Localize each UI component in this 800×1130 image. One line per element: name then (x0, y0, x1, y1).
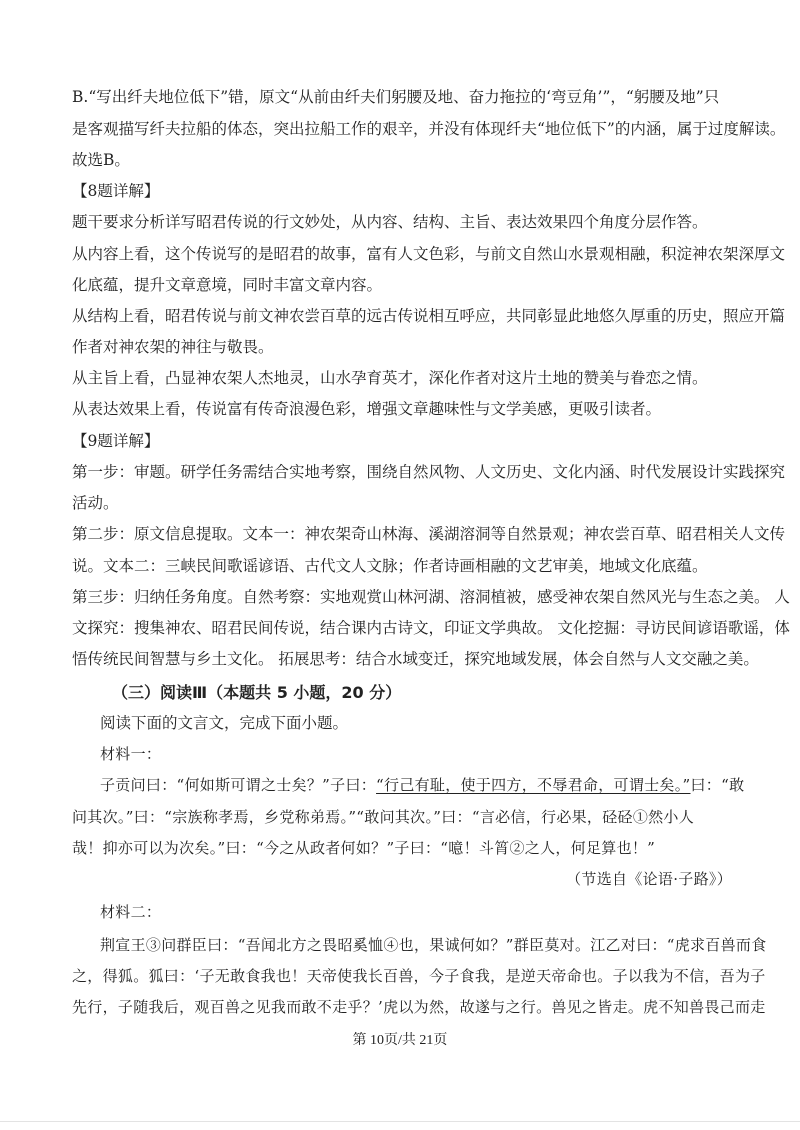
material-1-line-3: 哉！抑亦可以为次矣。”曰：“今之从政者何如？”子曰：“噫！斗筲②之人，何足算也！” (72, 839, 656, 857)
q8-line-1: 题干要求分析详写昭君传说的行文妙处，从内容、结构、主旨、表达效果四个角度分层作答。 (72, 213, 708, 231)
q8-line-3: 化底蕴，提升文章意境，同时丰富文章内容。 (72, 276, 383, 294)
q9-line-5: 第三步：归纳任务角度。自然考察：实地观赏山林河湖、溶洞植被，感受神农架自然风光与生态之美。 人 (72, 588, 790, 606)
q8-line-2: 从内容上看，这个传说写的是昭君的故事，富有人文色彩，与前文自然山水景观相融，积淀神农架深厚文 (72, 245, 786, 263)
material-1-line-2: 问其次。”曰：“宗族称孝焉，乡党称弟焉。”“敢问其次。”曰：“言必信，行必果，硁硁①然小人 (72, 808, 695, 826)
material-1-label: 材料一： (100, 745, 162, 763)
q8-header: 【8题详解】 (72, 182, 160, 200)
section-instruction: 阅读下面的文言文，完成下面小题。 (100, 714, 349, 732)
q9-line-6: 文探究：搜集神农、昭君民间传说，结合课内古诗文，印证文学典故。 文化挖掘：寻访民间谚语歌谣，体 (72, 619, 790, 637)
material-2-line-1: 荆宣王③问群臣曰：“吾闻北方之畏昭奚恤④也，果诚何如？”群臣莫对。江乙对曰：“虎求百兽而食 (100, 936, 767, 954)
material-1-line-1 (100, 774, 745, 796)
q7-answer: 故选B。 (72, 151, 130, 169)
q9-line-7: 悟传统民间智慧与乡土文化。 拓展思考：结合水域变迁，探究地域发展，体会自然与人文交融之美。 (72, 650, 759, 668)
material-2-line-2: 之，得狐。狐曰：‘子无敢食我也！天帝使我长百兽，今子食我，是逆天帝命也。子以我为不信，吾为子 (72, 967, 766, 985)
material-1-underlined-quote: “行己有耻，使于四方，不辱君命，可谓士矣。” (376, 776, 691, 794)
q8-line-4: 从结构上看，昭君传说与前文神农尝百草的远古传说相互呼应，共同彰显此地悠久厚重的历史，照应开篇 (72, 307, 786, 325)
q9-header: 【9题详解】 (72, 432, 160, 450)
q8-line-7: 从表达效果上看，传说富有传奇浪漫色彩，增强文章趣味性与文学美感，更吸引读者。 (72, 400, 662, 418)
q7-option-b-line-2: 是客观描写纤夫拉船的体态，突出拉船工作的艰辛，并没有体现纤夫“地位低下”的内涵，属于过度解读。 (72, 120, 786, 138)
q9-line-1: 第一步：审题。研学任务需结合实地考察，围绕自然风物、人文历史、文化内涵、时代发展设计实践探究 (72, 463, 786, 481)
q9-line-3: 第二步：原文信息提取。文本一：神农架奇山林海、溪湖溶洞等自然景观；神农尝百草、昭君相关人文传 (72, 525, 786, 543)
page-number: 第 10页/共 21页 (352, 1033, 448, 1048)
q8-line-6: 从主旨上看，凸显神农架人杰地灵，山水孕育英才，深化作者对这片土地的赞美与眷恋之情。 (72, 369, 708, 387)
q9-line-2: 活动。 (72, 494, 119, 512)
page-bottom-edge (0, 1121, 800, 1122)
q9-line-4: 说。文本二：三峡民间歌谣谚语、古代文人文脉；作者诗画相融的文艺审美，地域文化底蕴。 (72, 557, 708, 575)
material-1-line-1-part-b: 曰：“敢 (690, 776, 745, 794)
q8-line-5: 作者对神农架的神往与敬畏。 (72, 338, 274, 356)
material-1-source: （节选自《论语·子路》） (566, 870, 732, 888)
material-1-line-1-part-a: 子贡问曰：“何如斯可谓之士矣？”子曰： (100, 776, 377, 794)
section-title: （三）阅读Ⅲ（本题共 5 小题，20 分） (112, 683, 402, 702)
material-2-line-3: 先行，子随我后，观百兽之见我而敢不走乎？’虎以为然，故遂与之行。兽见之皆走。虎不知兽畏己而走 (72, 998, 766, 1016)
material-2-label: 材料二： (100, 903, 162, 921)
q7-option-b-line-1: B.“写出纤夫地位低下”错，原文“从前由纤夫们躬腰及地、奋力拖拉的‘弯豆角’”，“躬腰及地”只 (72, 88, 720, 106)
